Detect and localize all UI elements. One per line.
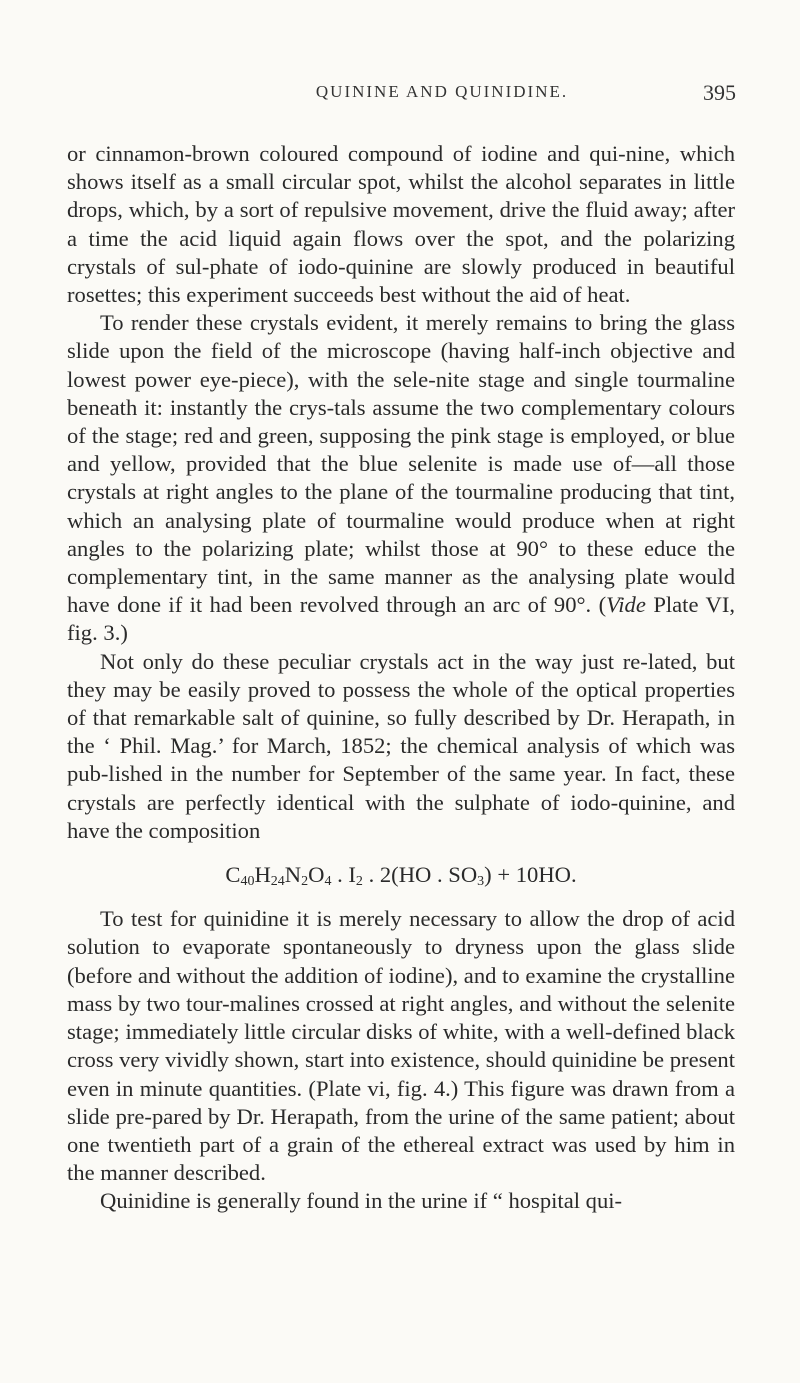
running-title: QUININE AND QUINIDINE. xyxy=(315,82,569,101)
formula-subscript: 2 xyxy=(355,874,363,890)
formula-subscript: 2 xyxy=(301,874,309,890)
paragraph-quinidine-urine: Quinidine is generally found in the urine if “ hospital qui- xyxy=(100,1188,623,1214)
vide-reference: Vide xyxy=(606,592,646,618)
formula-part: ) + 10HO. xyxy=(484,862,577,888)
formula-part: C xyxy=(225,862,241,888)
formula-part: . 2(HO . SO xyxy=(362,862,478,888)
formula-subscript: 3 xyxy=(477,874,485,890)
paragraph-continued: or cinnamon-brown coloured compound of iodine and qui-nine, which shows itself as a small circular spot, whilst the alcohol separates in little drops, which, by a sort of repulsive movement, drive the fluid away; after a time the acid liquid again flows over the spot, and the polarizing crystals of sul-phate of iodo-quinine are slowly produced in beautiful rosettes; this experiment succeeds best without the aid of heat. xyxy=(67,141,735,308)
formula-part: O xyxy=(308,862,325,888)
paragraph-crystals-evident xyxy=(67,309,735,647)
paragraph-optical-properties: Not only do these peculiar crystals act in the way just re-lated, but they may be easily proved to possess the whole of the optical properties of that remarkable salt of quinine, so fully described by Dr. Herapath, in the ‘ Phil. Mag.’ for March, 1852; the chemical analysis of which was pub-lished in the number for September of the same year. In fact, these crystals are perfectly identical with the sulphate of iodo-quinine, and have the composition xyxy=(67,648,735,843)
formula-subscript: 24 xyxy=(270,874,285,890)
page-number: 395 xyxy=(703,80,736,105)
formula-part: H xyxy=(254,862,271,888)
paragraph-quinidine-test: To test for quinidine it is merely necessary to allow the drop of acid solution to evaporate spontaneously to dryness upon the glass slide (before and without the addition of iodine), and to examine the crystalline mass by two tour-malines crossed at right angles, and without the selenite stage; immediately little circular disks of white, with a well-defined black cross very vividly shown, start into existence, should quinidine be present even in minute quantities. (Plate vi, fig. 4.) This figure was drawn from a slide pre-pared by Dr. Herapath, from the urine of the same patient; about one twentieth part of a grain of the ethereal extract was used by him in the manner described. xyxy=(67,906,735,1186)
paragraph-text: To render these crystals evident, it merely remains to bring the glass slide upon the field of the microscope (having half-inch objective and lowest power eye-piece), with the sele-nite stage and single tourmaline beneath it: instantly the crys-tals assume the two complementary colours of the stage; red and green, supposing the pink stage is employed, or blue and yellow, provided that the blue selenite is made use of—all those crystals at right angles to the plane of the tourmaline producing that tint, which an analysing plate of tourmaline would produce when at right angles to the polarizing plate; whilst those at 90° to these educe the complementary tint, in the same manner as the analysing plate would have done if it had been revolved through an arc of 90°. ( xyxy=(67,310,735,618)
plate-reference: Plate VI, fig. 3.) xyxy=(67,592,735,646)
body-text xyxy=(67,140,735,1216)
formula-part: . I xyxy=(331,862,356,888)
formula-part: N xyxy=(284,862,302,888)
running-head xyxy=(148,80,736,110)
formula-subscript: 40 xyxy=(240,874,255,890)
formula-subscript: 4 xyxy=(324,874,332,890)
chemical-formula xyxy=(67,861,735,889)
